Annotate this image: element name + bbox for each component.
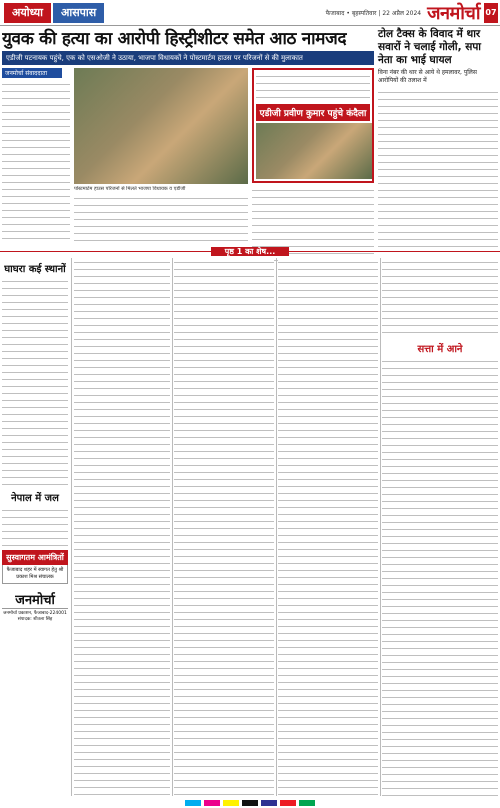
column-5-heading-1: सत्ता में आने <box>417 344 463 355</box>
column-rule <box>276 258 277 796</box>
imprint-logo: जनमोर्चा <box>15 593 55 608</box>
reg-swatch <box>185 800 201 806</box>
reg-swatch <box>299 800 315 806</box>
adg-banner: एडीजी प्रवीण कुमार पहुंचे कंदैला <box>256 104 370 121</box>
reg-swatch <box>261 800 277 806</box>
left-text-1 <box>2 277 68 487</box>
column-4 <box>278 258 378 796</box>
column-4-text <box>278 258 378 796</box>
column-5 <box>382 258 498 796</box>
lead-body-text <box>2 80 70 240</box>
paper-logo: जनमोर्चा <box>427 2 480 24</box>
ad-text: फैजाबाद शहर में स्वागत हेतु श्री प्रकाश मिश्र संचालक <box>2 565 68 584</box>
lead-story <box>2 28 374 244</box>
imprint-address: जनमोर्चा प्रकाशन, फैजाबाद-224001 संपादक: शीतला सिंह <box>2 608 68 623</box>
reg-swatch <box>223 800 239 806</box>
section-tag-aaspaas: आसपास <box>53 3 104 23</box>
adg-photo <box>256 123 372 179</box>
continuation-strip <box>0 247 500 256</box>
highlight-text <box>256 72 370 102</box>
lead-body-text-2 <box>74 194 248 244</box>
lead-byline: जनमोर्चा संवाददाता <box>2 68 62 78</box>
column-3 <box>174 258 274 796</box>
continuation-label: पृष्ठ 1 का शेष... <box>211 247 290 256</box>
column-2-text <box>74 258 170 796</box>
column-rule <box>172 258 173 796</box>
column-5-text-1 <box>382 258 498 338</box>
column-3-text <box>174 258 274 796</box>
lead-headline: युवक की हत्या का आरोपी हिस्ट्रीशीटर समेत आठ नामजद <box>2 29 347 49</box>
reg-swatch <box>242 800 258 806</box>
lead-photo <box>74 68 248 184</box>
registration-color-bar <box>0 798 500 808</box>
section-tag-ayodhya: अयोध्या <box>4 3 51 23</box>
column-5-text-2 <box>382 357 498 796</box>
toll-body-text <box>378 88 498 248</box>
reg-swatch <box>204 800 220 806</box>
column-rule <box>380 258 381 796</box>
toll-headline: टोल टैक्स के विवाद में थार सवारों ने चलाई गोली, सपा नेता का भाई घायल <box>378 28 482 66</box>
page-number: 07 <box>484 3 498 23</box>
ad-heading: सुस्वागतम आमंत्रितों <box>2 550 68 565</box>
lead-photo-caption: पोस्टमार्टम हाउस परिजनों से मिलते भाजपा विधायक व एडीजी <box>74 186 186 192</box>
greeting-ad <box>2 550 68 584</box>
left-text-2 <box>2 506 68 546</box>
lead-subheadline: एडीजी पटनायक पहुंचे, एक को एसओजी ने उठाया, भाजपा विधायकों ने पोस्टमार्टम हाउस पर परिजनों से की मुलाकात <box>2 51 374 65</box>
column-2 <box>74 258 170 796</box>
column-rule <box>71 258 72 796</box>
left-column <box>2 258 68 796</box>
lead-photo-block <box>74 68 248 262</box>
toll-subheadline: विना नंबर की थार से आये थे हमलावर, पुलिस आरोपियों की तलाश में <box>378 69 477 84</box>
lead-body-column <box>2 68 70 262</box>
left-heading-2: नेपाल में जल <box>11 493 59 504</box>
toll-story <box>378 28 498 244</box>
dateline: फैजाबाद • बृहस्पतिवार | 22 अप्रैल 2024 <box>325 9 422 17</box>
masthead <box>0 0 500 26</box>
lead-right-block <box>252 68 374 262</box>
left-heading-1: घाघरा कई स्थानों <box>4 264 66 275</box>
reg-swatch <box>280 800 296 806</box>
lead-highlight-box <box>252 68 374 183</box>
